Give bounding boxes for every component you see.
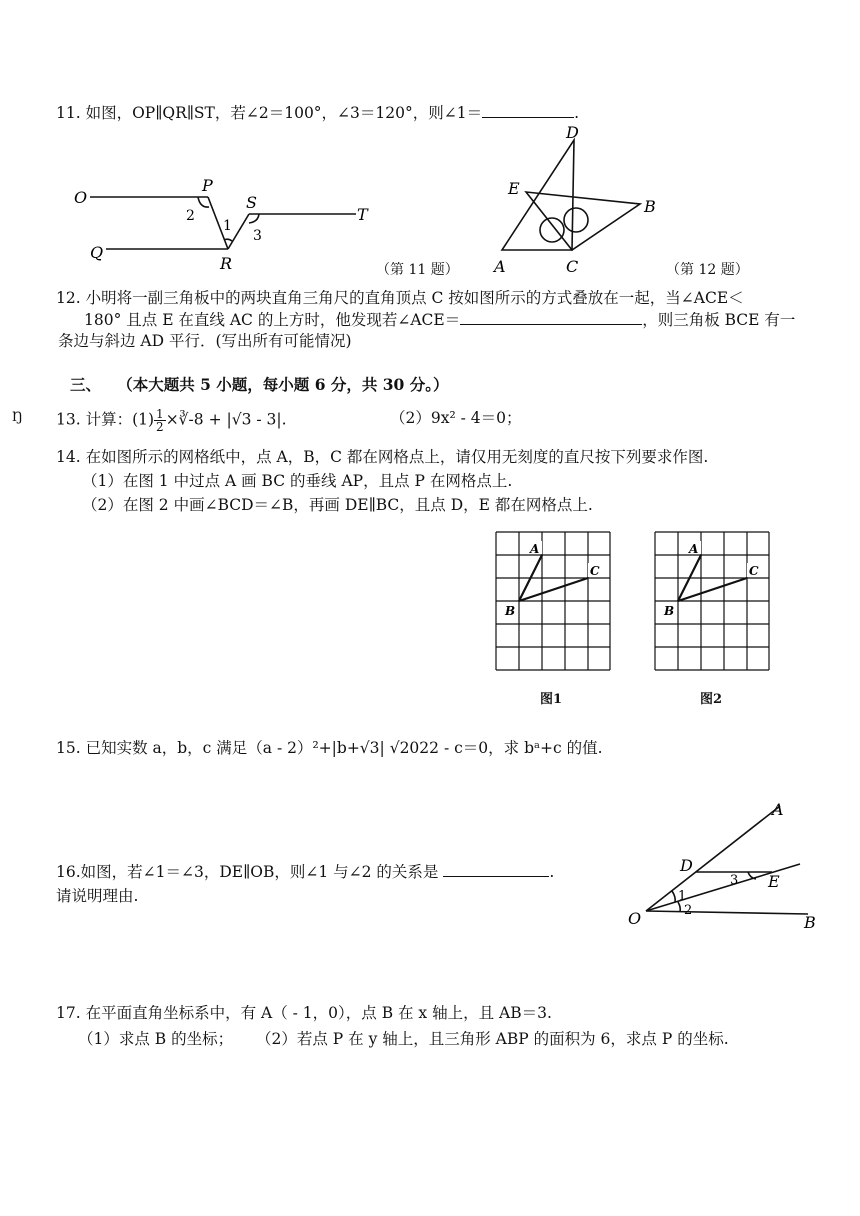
- svg-text:O: O: [74, 188, 88, 207]
- q17-line1: 17. 在平面直角坐标系中，有 A（ - 1，0），点 B 在 x 轴上，且 AB＝3.: [56, 1004, 552, 1022]
- q15-text: 15. 已知实数 a，b，c 满足（a - 2）²+|b+√3| √2022 - c＝0，求 bᵃ+c 的值.: [56, 739, 603, 757]
- svg-text:E: E: [508, 179, 520, 198]
- q12-caption: （第 12 题）: [666, 262, 749, 278]
- svg-text:O: O: [628, 909, 642, 928]
- svg-text:R: R: [220, 254, 233, 273]
- svg-text:B: B: [644, 197, 656, 216]
- q13-part2: （2）9x² - 4＝0；: [390, 409, 522, 427]
- svg-text:1: 1: [678, 889, 687, 904]
- q11-text: 11. 如图，OP∥QR∥ST，若∠2＝100°，∠3＝120°，则∠1＝ .: [56, 104, 580, 122]
- svg-text:A: A: [494, 257, 506, 276]
- q14-grid-figure-1: [492, 526, 616, 678]
- q17-line2a: （1）求点 B 的坐标；: [78, 1030, 234, 1048]
- svg-text:2: 2: [684, 903, 693, 918]
- q17-line2b: （2）若点 P 在 y 轴上，且三角形 ABP 的面积为 6，求点 P 的坐标.: [256, 1030, 729, 1048]
- svg-text:S: S: [246, 193, 257, 212]
- q14-line1: 14. 在如图所示的网格纸中，点 A，B，C 都在网格点上，请仅用无刻度的直尺按下列要求作图.: [56, 448, 709, 466]
- q11-figure: [66, 170, 386, 280]
- svg-text:A: A: [772, 800, 784, 819]
- svg-text:3: 3: [730, 873, 739, 888]
- svg-text:B: B: [505, 604, 516, 618]
- svg-text:B: B: [664, 604, 675, 618]
- q16-figure: [622, 798, 822, 932]
- svg-text:Q: Q: [90, 243, 104, 262]
- q12-line2: 180° 且点 E 在直线 AC 的上方时，他发现若∠ACE＝ ，则三角板 BCE 有一: [84, 311, 796, 329]
- q14-fig2-caption: 图2: [700, 692, 723, 707]
- svg-text:3: 3: [253, 228, 262, 244]
- margin-mark: Ŋ: [12, 410, 23, 425]
- q12-line3: 条边与斜边 AD 平行．(写出所有可能情况): [58, 332, 352, 350]
- q12-line1: 12. 小明将一副三角板中的两块直角三角尺的直角顶点 C 按如图所示的方式叠放在一起，当∠ACE＜: [56, 289, 744, 307]
- q13-part1: 13. 计算：(1) $\frac{1}{2}$ ×∛-8 + |√3 - 3|.: [56, 407, 287, 434]
- svg-text:P: P: [202, 176, 213, 195]
- svg-text:A: A: [689, 542, 699, 556]
- svg-text:D: D: [680, 856, 693, 875]
- q12-figure: [490, 122, 670, 277]
- q11-answer-blank[interactable]: [482, 103, 574, 118]
- svg-text:C: C: [749, 564, 759, 578]
- svg-text:T: T: [357, 205, 368, 224]
- q14-fig1-caption: 图1: [540, 692, 563, 707]
- q13-fraction: $\frac{1}{2}$: [156, 407, 164, 434]
- svg-text:1: 1: [223, 218, 232, 234]
- section3-heading: 三、 （本大题共 5 小题，每小题 6 分，共 30 分。）: [70, 375, 449, 394]
- q16-line2: 请说明理由.: [56, 887, 139, 905]
- svg-text:C: C: [590, 564, 600, 578]
- q14-grid-figure-2: [651, 526, 775, 678]
- svg-text:E: E: [768, 872, 780, 891]
- svg-text:C: C: [566, 257, 579, 276]
- q16-answer-blank[interactable]: [443, 862, 549, 877]
- q14-line2: （1）在图 1 中过点 A 画 BC 的垂线 AP，且点 P 在网格点上.: [82, 472, 513, 490]
- q12-answer-blank[interactable]: [460, 310, 642, 325]
- q16-line1: 16.如图，若∠1＝∠3，DE∥OB，则∠1 与∠2 的关系是 .: [56, 863, 555, 881]
- svg-text:D: D: [566, 123, 579, 142]
- q14-line3: （2）在图 2 中画∠BCD＝∠B，再画 DE∥BC，且点 D，E 都在网格点上.: [82, 496, 593, 514]
- svg-text:B: B: [804, 913, 816, 932]
- svg-text:2: 2: [186, 208, 195, 224]
- q11-caption: （第 11 题）: [376, 262, 459, 278]
- svg-text:A: A: [530, 542, 540, 556]
